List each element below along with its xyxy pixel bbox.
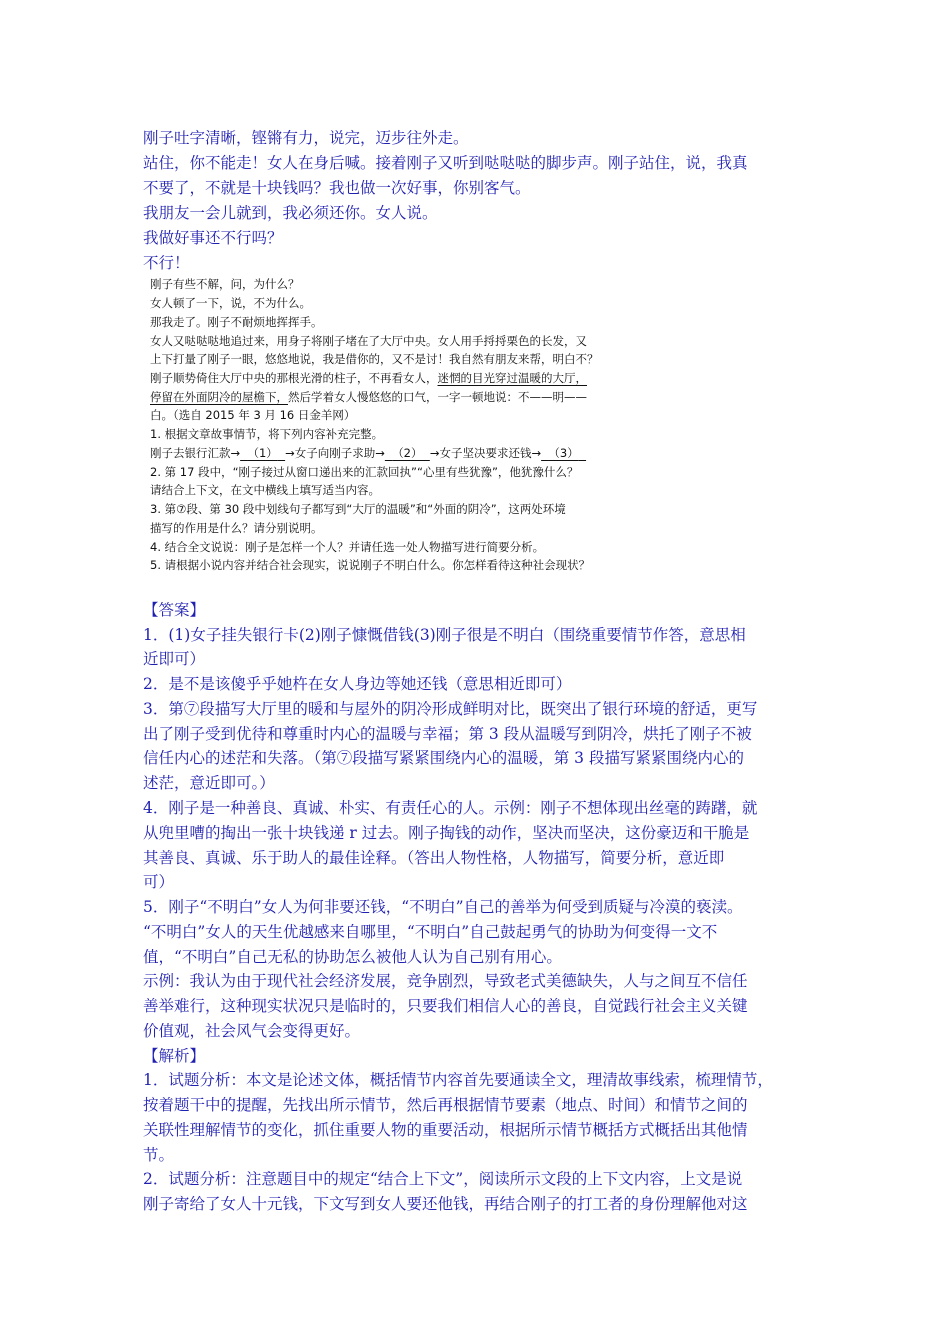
answer-heading: 【答案】 (143, 601, 206, 619)
scan-line: 上下打量了刚子一眼，悠悠地说，我是借你的，又不是讨！我自然有朋友来帮，明白不？ (150, 352, 599, 366)
question-1-flow (150, 444, 650, 463)
question-4: 4. 结合全文说说：刚子是怎样一个人？并请任选一处人物描写进行简要分析。 (150, 540, 545, 554)
blank-1: （1） (247, 446, 278, 460)
story-line: 不行！ (143, 254, 190, 272)
analysis-line: 2．试题分析：注意题目中的规定“结合上下文”，阅读所示文段的上下文内容，上文是说 (143, 1170, 743, 1188)
answer-line: 从兜里嘈的掏出一张十块钱递 r 过去。刚子掏钱的动作，坚决而坚决，这份豪迈和干脆是 (143, 824, 750, 842)
answer-line: 述茫，意近即可。） (143, 774, 275, 792)
story-line: 站住，你不能走！女人在身后喊。接着刚子又听到哒哒哒的脚步声。刚子站住，说，我真 (143, 154, 748, 172)
scan-text: 刚子顺势倚住大厅中央的那根光滑的柱子，不再看女人， (150, 371, 438, 385)
underlined-sentence: 迷惘的目光穿过温暖的大厅， (437, 371, 587, 385)
blank-3: （3） (548, 446, 579, 460)
analysis-line: 关联性理解情节的变化，抓住重要人物的重要活动，根据所示情节概括方式概括出其他情 (143, 1121, 748, 1139)
question-2: 2. 第 17 段中，“刚子接过从窗口递出来的汇款回执”“心里有些犹豫”，他犹豫什么？ (150, 465, 579, 479)
flow-text: →女子向刚子求助→ (285, 446, 385, 460)
answer-line: 3．第⑦段描写大厅里的暖和与屋外的阴冷形成鲜明对比，既突出了银行环境的舒适，更写 (143, 700, 758, 718)
flow-text: 刚子去银行汇款→ (150, 446, 241, 460)
scan-line (150, 369, 650, 388)
scan-line: 那我走了。刚子不耐烦地挥挥手。 (150, 315, 323, 329)
answer-line: 其善良、真诚、乐于助人的最佳诠释。（答出人物性格，人物描写，简要分析，意近即 (143, 849, 725, 867)
story-line: 我做好事还不行吗？ (143, 229, 283, 247)
answer-line: 出了刚子受到优待和尊重时内心的温暖与幸福；第 3 段从温暖写到阴冷，烘托了刚子不被 (143, 725, 752, 743)
answer-line: 5．刚子“不明白”女人为何非要还钱，“不明白”自己的善举为何受到质疑与冷漠的亵渎。 (143, 898, 743, 916)
story-line: 刚子吐字清晰，铿锵有力，说完，迈步往外走。 (143, 129, 469, 147)
analysis-line: 节。 (143, 1146, 175, 1164)
blank-2: （2） (392, 446, 423, 460)
answer-line: 善举难行，这种现实状况只是临时的，只要我们相信人心的善良，自觉践行社会主义关键 (143, 997, 748, 1015)
answer-line: 价值观，社会风气会变得更好。 (143, 1022, 361, 1040)
answer-line: 示例：我认为由于现代社会经济发展，竞争剧烈，导致老式美德缺失，人与之间互不信任 (143, 972, 748, 990)
answer-line: “不明白”女人的天生优越感来自哪里，“不明白”自己鼓起勇气的协助为何变得一文不 (143, 923, 718, 941)
scan-line: 女人又哒哒哒地追过来，用身子将刚子堵在了大厅中央。女人用手捋捋栗色的长发，又 (150, 334, 587, 348)
analysis-line: 刚子寄给了女人十元钱，下文写到女人要还他钱，再结合刚子的打工者的身份理解他对这 (143, 1195, 748, 1213)
answer-line: 1．(1)女子挂失银行卡(2)刚子慷慨借钱(3)刚子很是不明白（围绕重要情节作答，意思相 (143, 626, 746, 644)
scan-line: 刚子有些不解，问，为什么？ (150, 277, 300, 291)
answer-line: 2．是不是该傻乎乎她杵在女人身边等她还钱（意思相近即可） (143, 675, 572, 693)
analysis-heading: 【解析】 (143, 1047, 206, 1065)
question-1: 1. 根据文章故事情节，将下列内容补充完整。 (150, 427, 384, 441)
scan-line (150, 388, 650, 407)
scan-line: 描写的作用是什么？请分别说明。 (150, 521, 323, 535)
scan-line: 女人顿了一下，说，不为什么。 (150, 296, 311, 310)
underlined-sentence: 停留在外面阴冷的屋檐下， (150, 390, 288, 404)
scan-line: 白。（选自 2015 年 3 月 16 日金羊网） (150, 408, 356, 422)
answer-line: 4．刚子是一种善良、真诚、朴实、有责任心的人。示例：刚子不想体现出丝毫的踌躇，就 (143, 799, 758, 817)
flow-text: →女子坚决要求还钱→ (429, 446, 542, 460)
scan-line: 请结合上下文，在文中横线上填写适当内容。 (150, 483, 380, 497)
question-3: 3. 第⑦段、第 30 段中划线句子都写到“大厅的温暖”和“外面的阴冷”，这两处环境 (150, 502, 566, 516)
analysis-line: 按着题干中的提醒，先找出所示情节，然后再根据情节要素（地点、时间）和情节之间的 (143, 1096, 748, 1114)
answer-line: 近即可） (143, 650, 206, 668)
answer-line: 值，“不明白”自己无私的协助怎么被他人认为自己别有用心。 (143, 948, 562, 966)
answer-line: 信任内心的述茫和失落。（第⑦段描写紧紧围绕内心的温暖，第 3 段描写紧紧围绕内心的 (143, 749, 744, 767)
question-5: 5. 请根据小说内容并结合社会现实，说说刚子不明白什么。你怎样看待这种社会现状？ (150, 558, 591, 572)
answer-line: 可） (143, 873, 175, 891)
analysis-line: 1．试题分析：本文是论述文体，概括情节内容首先要通读全文，理清故事线索，梳理情节， (143, 1071, 773, 1089)
scan-text: 然后学着女人慢悠悠的口气，一字一顿地说：不——明—— (288, 390, 587, 404)
story-line: 不要了，不就是十块钱吗？我也做一次好事，你别客气。 (143, 179, 531, 197)
story-line: 我朋友一会儿就到，我必须还你。女人说。 (143, 204, 438, 222)
